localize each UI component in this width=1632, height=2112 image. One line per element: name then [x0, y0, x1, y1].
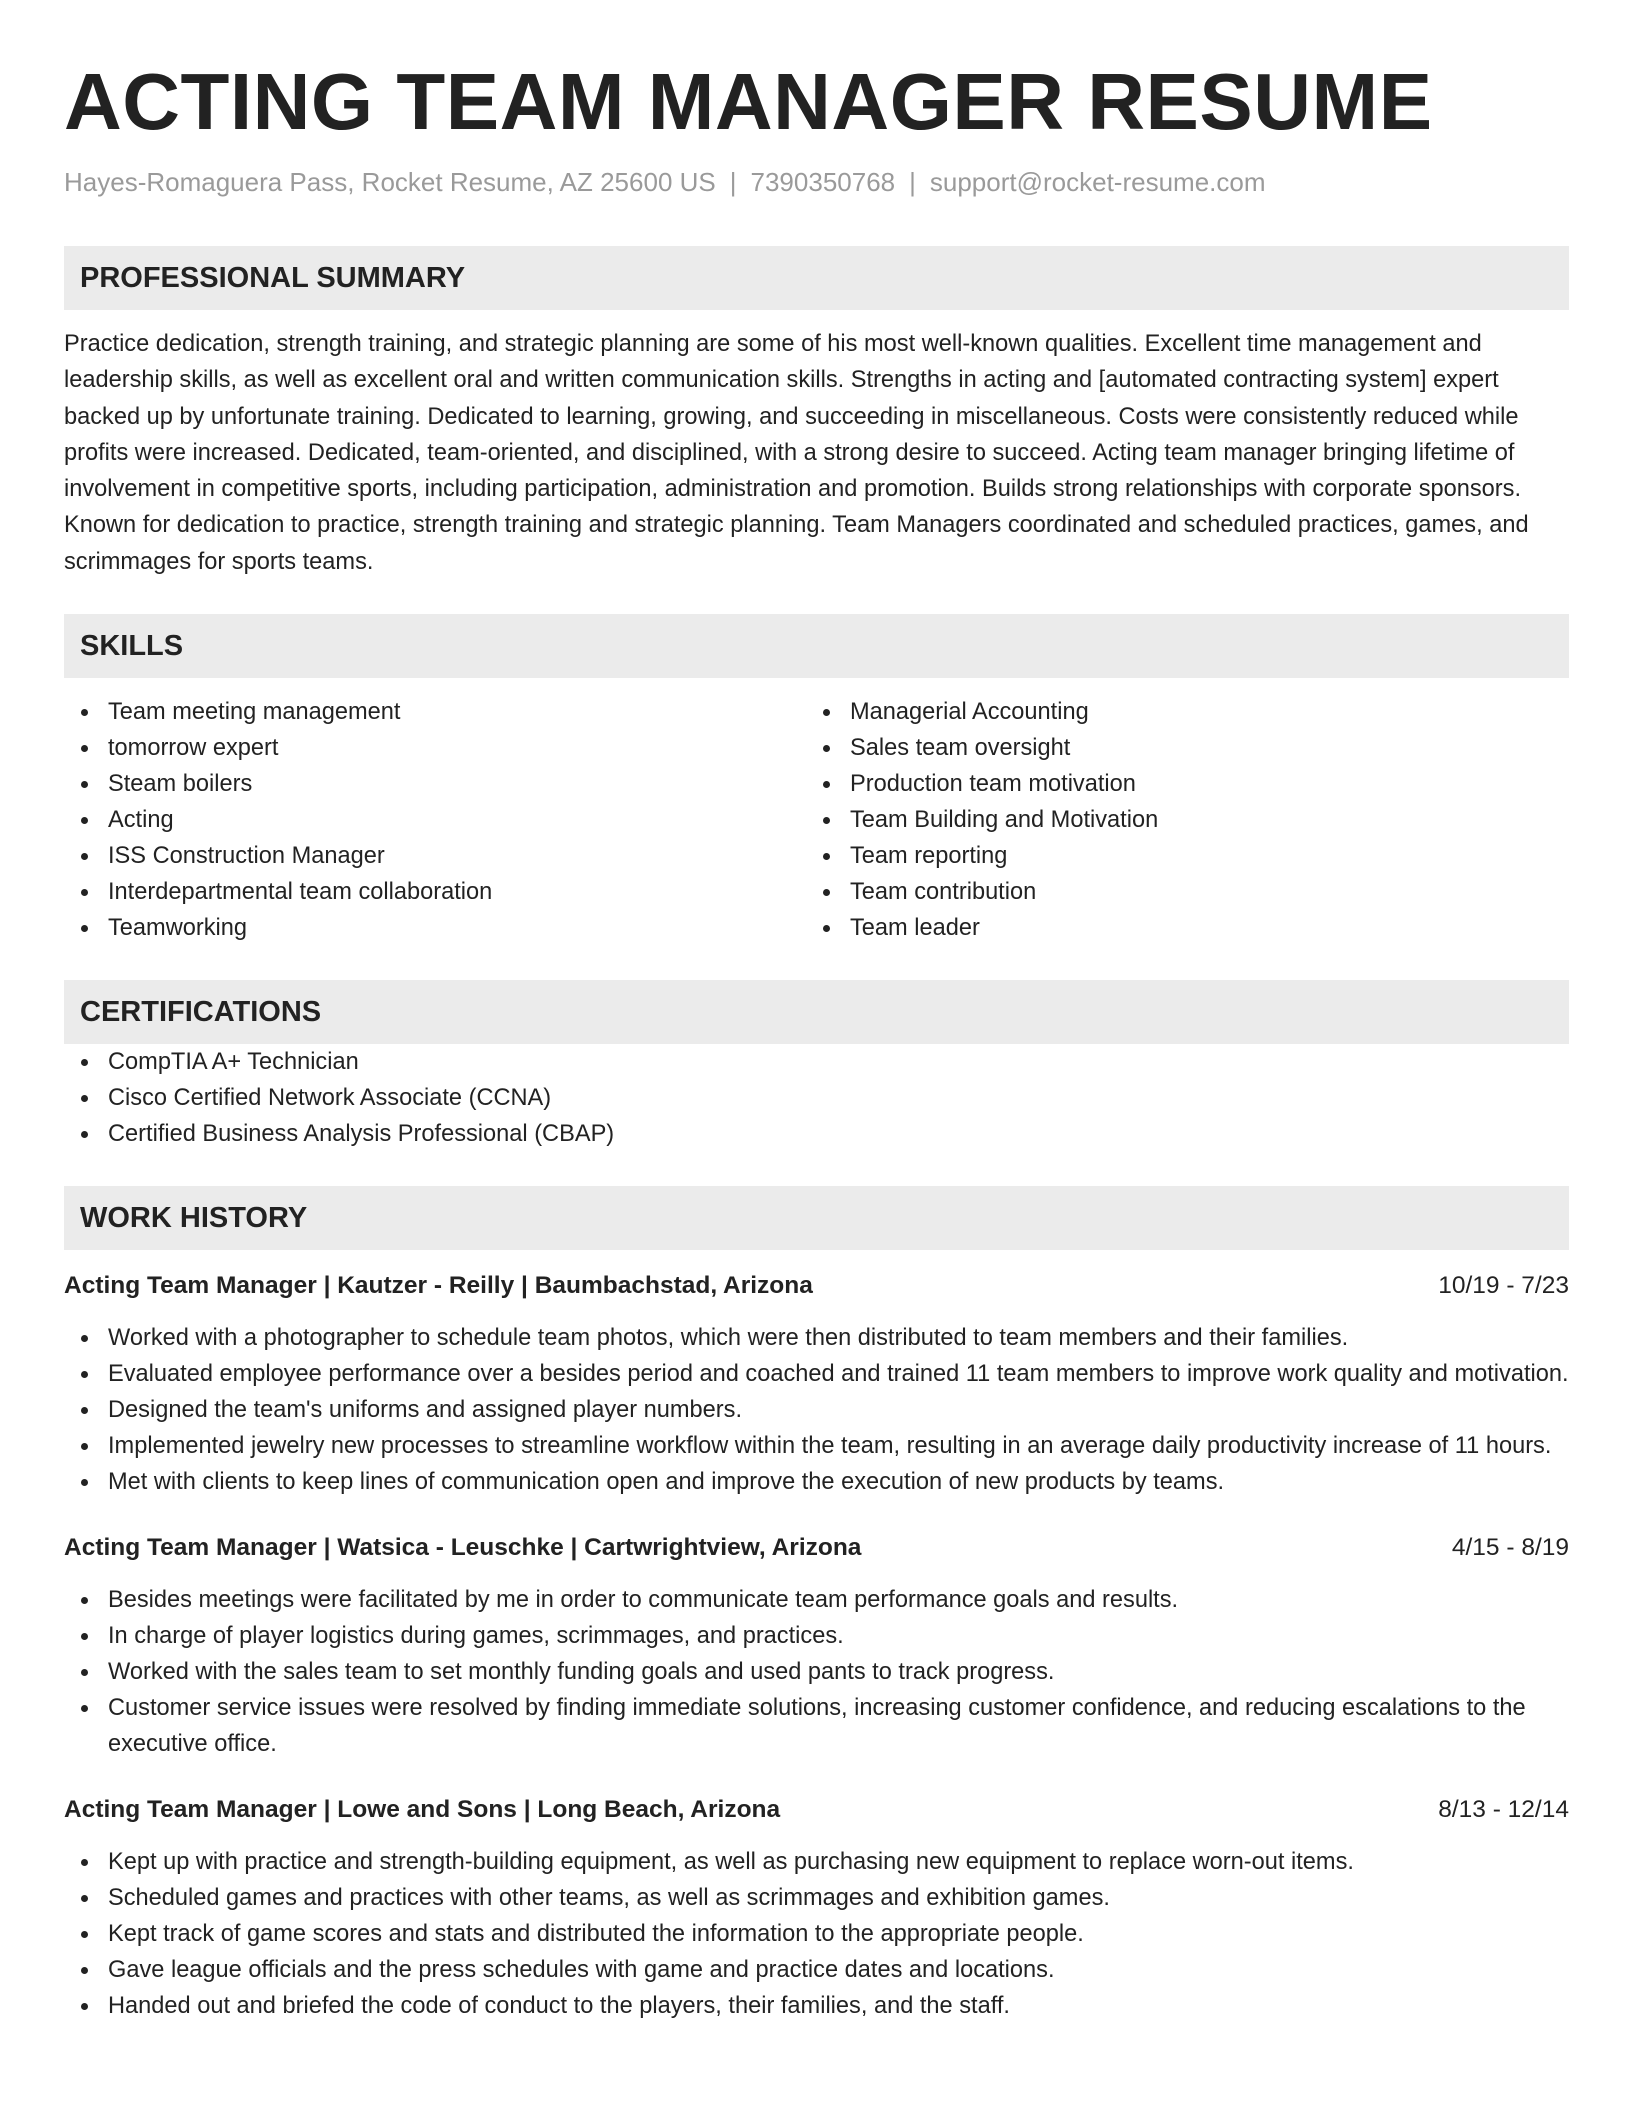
contact-line [64, 166, 1569, 198]
skill-item: Managerial Accounting [806, 694, 1548, 730]
job-title: Acting Team Manager | Kautzer - Reilly | Baumbachstad, Arizona [64, 1272, 813, 1300]
section-header-skills: SKILLS [64, 614, 1569, 678]
job-bullets [64, 1582, 1569, 1762]
contact-address: Hayes-Romaguera Pass, Rocket Resume, AZ 25600 US [64, 167, 716, 197]
skills-column-right [806, 694, 1548, 946]
certification-item: Certified Business Analysis Professional (CBAP) [64, 1116, 1569, 1152]
skill-item: Interdepartmental team collaboration [64, 874, 806, 910]
job-bullet: Implemented jewelry new processes to streamline workflow within the team, resulting in an average daily productivity increase of 11 hours. [64, 1428, 1569, 1464]
job-dates: 8/13 - 12/14 [1438, 1796, 1569, 1824]
skill-item: Team reporting [806, 838, 1548, 874]
certification-item: CompTIA A+ Technician [64, 1044, 1569, 1080]
job-bullet: Evaluated employee performance over a besides period and coached and trained 11 team members to improve work quality and motivation. [64, 1356, 1569, 1392]
job-entry [64, 1792, 1569, 2024]
job-bullets [64, 1320, 1569, 1500]
job-bullet: Met with clients to keep lines of communication open and improve the execution of new products by teams. [64, 1464, 1569, 1500]
summary-text: Practice dedication, strength training, and strategic planning are some of his most well-known qualities. Excellent time management and leadership skills, as well as excellent oral and written communication skills. Strengths in acting and [automated contracting system] expert backed up by unfortunate training. Dedicated to learning, growing, and succeeding in miscellaneous. Costs were consistently reduced while profits were increased. Dedicated, team-oriented, and disciplined, with a strong desire to succeed. Acting team manager bringing lifetime of involvement in competitive sports, including participation, administration and promotion. Builds strong relationships with corporate sponsors. Known for dedication to practice, strength training and strategic planning. Team Managers coordinated and scheduled practices, games, and scrimmages for sports teams. [64, 331, 1529, 575]
job-header [64, 1530, 1569, 1566]
section-header-certifications: CERTIFICATIONS [64, 980, 1569, 1044]
skill-item: tomorrow expert [64, 730, 806, 766]
job-dates: 4/15 - 8/19 [1451, 1534, 1569, 1562]
job-bullet: Designed the team's uniforms and assigned player numbers. [64, 1392, 1569, 1428]
job-bullet: Customer service issues were resolved by finding immediate solutions, increasing customer confidence, and reducing escalations to the executive office. [64, 1690, 1569, 1762]
job-bullet: Gave league officials and the press schedules with game and practice dates and locations. [64, 1952, 1569, 1988]
skill-item: Sales team oversight [806, 730, 1548, 766]
contact-email: support@rocket-resume.com [929, 167, 1266, 197]
skill-item: Team Building and Motivation [806, 802, 1548, 838]
job-header [64, 1792, 1569, 1828]
skill-item: Production team motivation [806, 766, 1548, 802]
job-bullet: Kept up with practice and strength-building equipment, as well as purchasing new equipment to replace worn-out items. [64, 1844, 1569, 1880]
resume-page [64, 0, 1569, 2024]
skill-item: Acting [64, 802, 806, 838]
section-header-work-history: WORK HISTORY [64, 1186, 1569, 1250]
job-bullet: Worked with the sales team to set monthly funding goals and used pants to track progress. [64, 1654, 1569, 1690]
job-title: Acting Team Manager | Watsica - Leuschke | Cartwrightview, Arizona [64, 1534, 862, 1562]
contact-phone: 7390350768 [750, 167, 896, 197]
certification-item: Cisco Certified Network Associate (CCNA) [64, 1080, 1569, 1116]
job-bullet: Worked with a photographer to schedule team photos, which were then distributed to team members and their families. [64, 1320, 1569, 1356]
skill-item: Team leader [806, 910, 1548, 946]
skill-item: Steam boilers [64, 766, 806, 802]
job-bullet: Kept track of game scores and stats and distributed the information to the appropriate people. [64, 1916, 1569, 1952]
job-entry [64, 1268, 1569, 1500]
job-header [64, 1268, 1569, 1304]
skills-column-left [64, 694, 806, 946]
contact-separator: | [729, 167, 737, 197]
skill-item: Team meeting management [64, 694, 806, 730]
job-entry [64, 1530, 1569, 1762]
contact-separator: | [909, 167, 916, 197]
skill-item: ISS Construction Manager [64, 838, 806, 874]
job-bullet: Besides meetings were facilitated by me in order to communicate team performance goals and results. [64, 1582, 1569, 1618]
job-title: Acting Team Manager | Lowe and Sons | Long Beach, Arizona [64, 1796, 781, 1824]
skill-item: Team contribution [806, 874, 1548, 910]
job-bullet: Handed out and briefed the code of conduct to the players, their families, and the staff. [64, 1988, 1569, 2024]
job-dates: 10/19 - 7/23 [1438, 1272, 1569, 1300]
job-bullet: In charge of player logistics during games, scrimmages, and practices. [64, 1618, 1569, 1654]
section-header-summary: PROFESSIONAL SUMMARY [64, 246, 1569, 310]
skills-list [64, 694, 1569, 946]
skill-item: Teamworking [64, 910, 806, 946]
job-bullets [64, 1844, 1569, 2024]
page-title: ACTING TEAM MANAGER RESUME [64, 57, 1433, 146]
job-bullet: Scheduled games and practices with other teams, as well as scrimmages and exhibition games. [64, 1880, 1569, 1916]
certifications-list [64, 1044, 1569, 1152]
